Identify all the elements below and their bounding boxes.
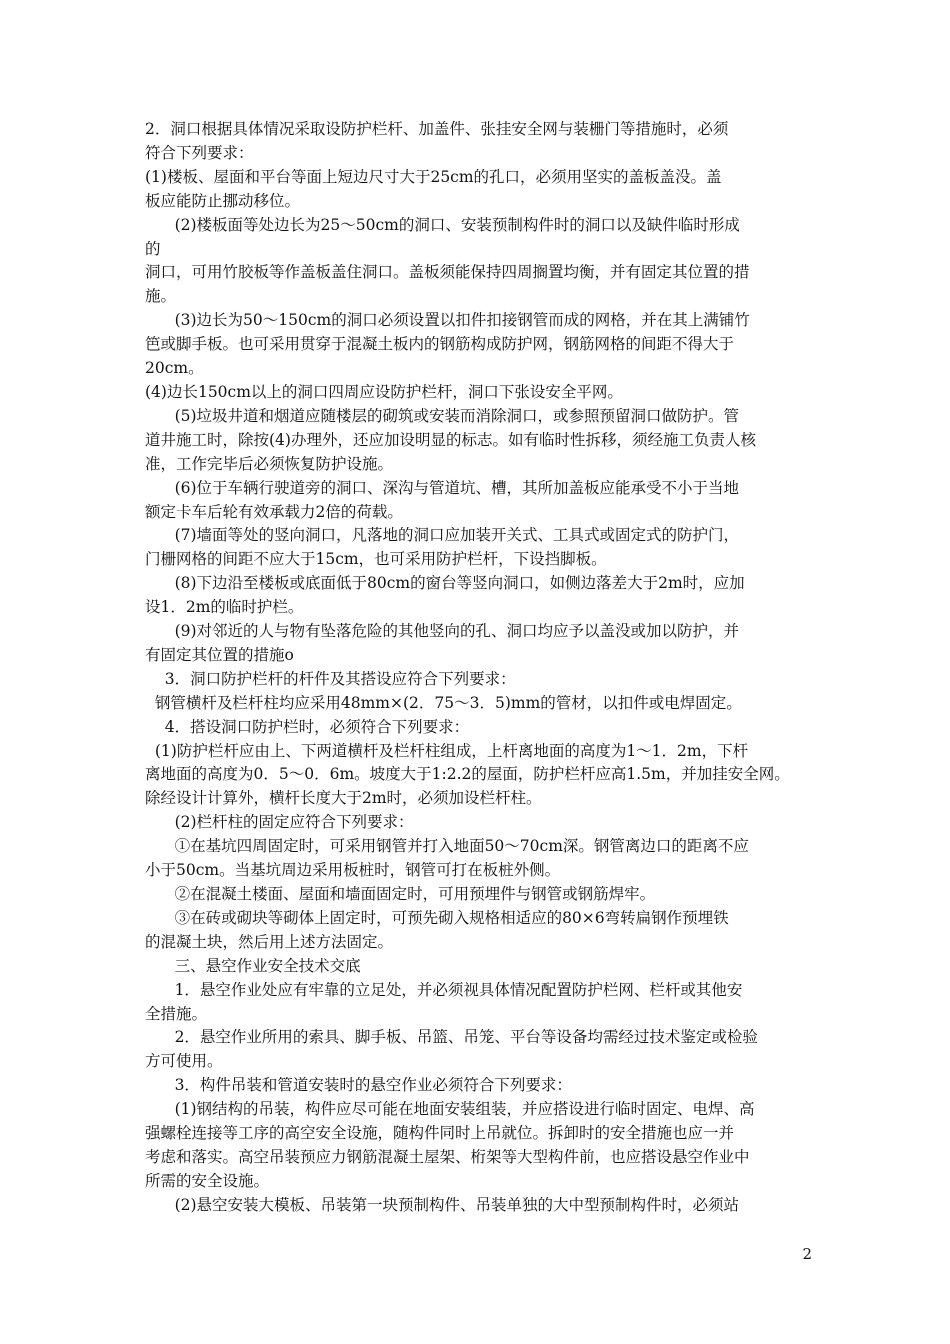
text-line: (8)下边沿至楼板或底面低于80cm的窗台等竖向洞口，如侧边落差大于2m时，应加 — [145, 574, 745, 593]
text-line: 考虑和落实。高空吊装预应力钢筋混凝土屋架、桁架等大型构件前，也应搭设悬空作业中 — [145, 1147, 750, 1166]
text-line: 笆或脚手板。也可采用贯穿于混凝土板内的钢筋构成防护网，钢筋网格的间距不得大于 — [145, 335, 735, 354]
text-line: (5)垃圾井道和烟道应随楼层的砌筑或安装而消除洞口，或参照预留洞口做防护。管 — [145, 406, 740, 425]
text-line: 施。 — [145, 287, 177, 306]
text-line: 4．搭设洞口防护栏时，必须符合下列要求： — [145, 717, 470, 736]
text-line: 2．洞口根据具体情况采取设防护栏杆、加盖件、张挂安全网与装栅门等措施时，必须 — [145, 120, 729, 138]
text-line: ②在混凝土楼面、屋面和墙面固定时，可用预埋件与钢管或钢筋焊牢。 — [145, 885, 656, 903]
text-line: 洞口，可用竹胶板等作盖板盖住洞口。盖板须能保持四周搁置均衡，并有固定其位置的措 — [145, 263, 750, 282]
text-line: 2．悬空作业所用的索具、脚手板、吊篮、吊笼、平台等设备均需经过技术鉴定或检验 — [145, 1028, 758, 1047]
text-line: 准，工作完毕后必须恢复防护设施。 — [145, 454, 394, 473]
page-number: 2 — [802, 1245, 812, 1263]
text-line: (6)位于车辆行驶道旁的洞口、深沟与管道坑、槽，其所加盖板应能承受不小于当地 — [145, 478, 740, 497]
text-line: (2)栏杆柱的固定应符合下列要求： — [145, 813, 414, 832]
section-heading: 三、悬空作业安全技术交底 — [145, 956, 361, 975]
text-line: 3．构件吊装和管道安装时的悬空作业必须符合下列要求： — [145, 1076, 572, 1095]
text-line: 板应能防止挪动移位。 — [145, 191, 301, 210]
text-line: 门栅网格的间距不应大于15cm，也可采用防护栏杆，下设挡脚板。 — [145, 550, 607, 569]
text-line: ①在基坑四周固定时，可采用钢管并打入地面50～70cm深。钢管离边口的距离不应 — [145, 837, 749, 856]
text-line: 额定卡车后轮有效承载力2倍的荷载。 — [145, 502, 403, 521]
text-line: (2)楼板面等处边长为25～50cm的洞口、安装预制构件时的洞口以及缺件临时形成 — [145, 215, 740, 234]
text-line: 小于50cm。当基坑周边采用板桩时，钢管可打在板桩外侧。 — [145, 861, 561, 880]
text-line: (3)边长为50～150cm的洞口必须设置以扣件扣接钢管而成的网格，并在其上满铺竹 — [145, 311, 750, 330]
text-line: 的混凝土块，然后用上述方法固定。 — [145, 932, 394, 951]
text-line: 符合下列要求： — [145, 143, 254, 162]
text-line: 全措施。 — [145, 1004, 208, 1023]
text-line: 方可使用。 — [145, 1052, 223, 1071]
text-line: 的 — [145, 239, 161, 258]
text-line: 道井施工时，除按(4)办理外，还应加设明显的标志。如有临时性拆移，须经施工负责人核 — [145, 430, 756, 449]
text-line: 所需的安全设施。 — [145, 1171, 270, 1190]
text-line: (1)防护栏杆应由上、下两道横杆及栏杆柱组成，上杆离地面的高度为1～1．2m，下杆 — [145, 741, 749, 760]
text-line: 钢管横杆及栏杆柱均应采用48mm×(2．75～3．5)mm的管材，以扣件或电焊固定。 — [145, 693, 742, 712]
text-line: 设1．2m的临时护栏。 — [145, 598, 304, 617]
document-body — [145, 118, 810, 1218]
text-line: 离地面的高度为0．5～0．6m。坡度大于1:2.2的屋面，防护栏杆应高1.5m，并加挂安全网。 — [145, 765, 790, 784]
text-line: 有固定其位置的措施o — [145, 645, 294, 664]
text-line: (9)对邻近的人与物有坠落危险的其他竖向的孔、洞口均应予以盖没或加以防护，并 — [145, 622, 740, 641]
text-line: (1)钢结构的吊装，构件应尽可能在地面安装组装，并应搭设进行临时固定、电焊、高 — [145, 1100, 755, 1119]
text-line: 强螺栓连接等工序的高空安全设施，随构件同时上吊就位。拆卸时的安全措施也应一并 — [145, 1124, 735, 1143]
text-line: 3．洞口防护栏杆的杆件及其搭设应符合下列要求： — [145, 669, 516, 688]
text-line: (4)边长150cm以上的洞口四周应设防护栏杆，洞口下张设安全平网。 — [145, 382, 623, 401]
text-line: (2)悬空安装大模板、吊装第一块预制构件、吊装单独的大中型预制构件时，必须站 — [145, 1195, 740, 1214]
text-line: 1．悬空作业处应有牢靠的立足处，并必须视具体情况配置防护栏网、栏杆或其他安 — [145, 980, 743, 999]
text-line: 20cm。 — [145, 359, 204, 378]
text-line: 除经设计计算外，横杆长度大于2m时，必须加设栏杆柱。 — [145, 789, 542, 808]
text-line: (1)楼板、屋面和平台等面上短边尺寸大于25cm的孔口，必须用坚实的盖板盖没。盖 — [145, 167, 722, 186]
text-line: ③在砖或砌块等砌体上固定时，可预先砌入规格相适应的80×6弯转扁钢作预埋铁 — [145, 908, 729, 927]
text-line: (7)墙面等处的竖向洞口，凡落地的洞口应加装开关式、工具式或固定式的防护门， — [145, 526, 740, 545]
